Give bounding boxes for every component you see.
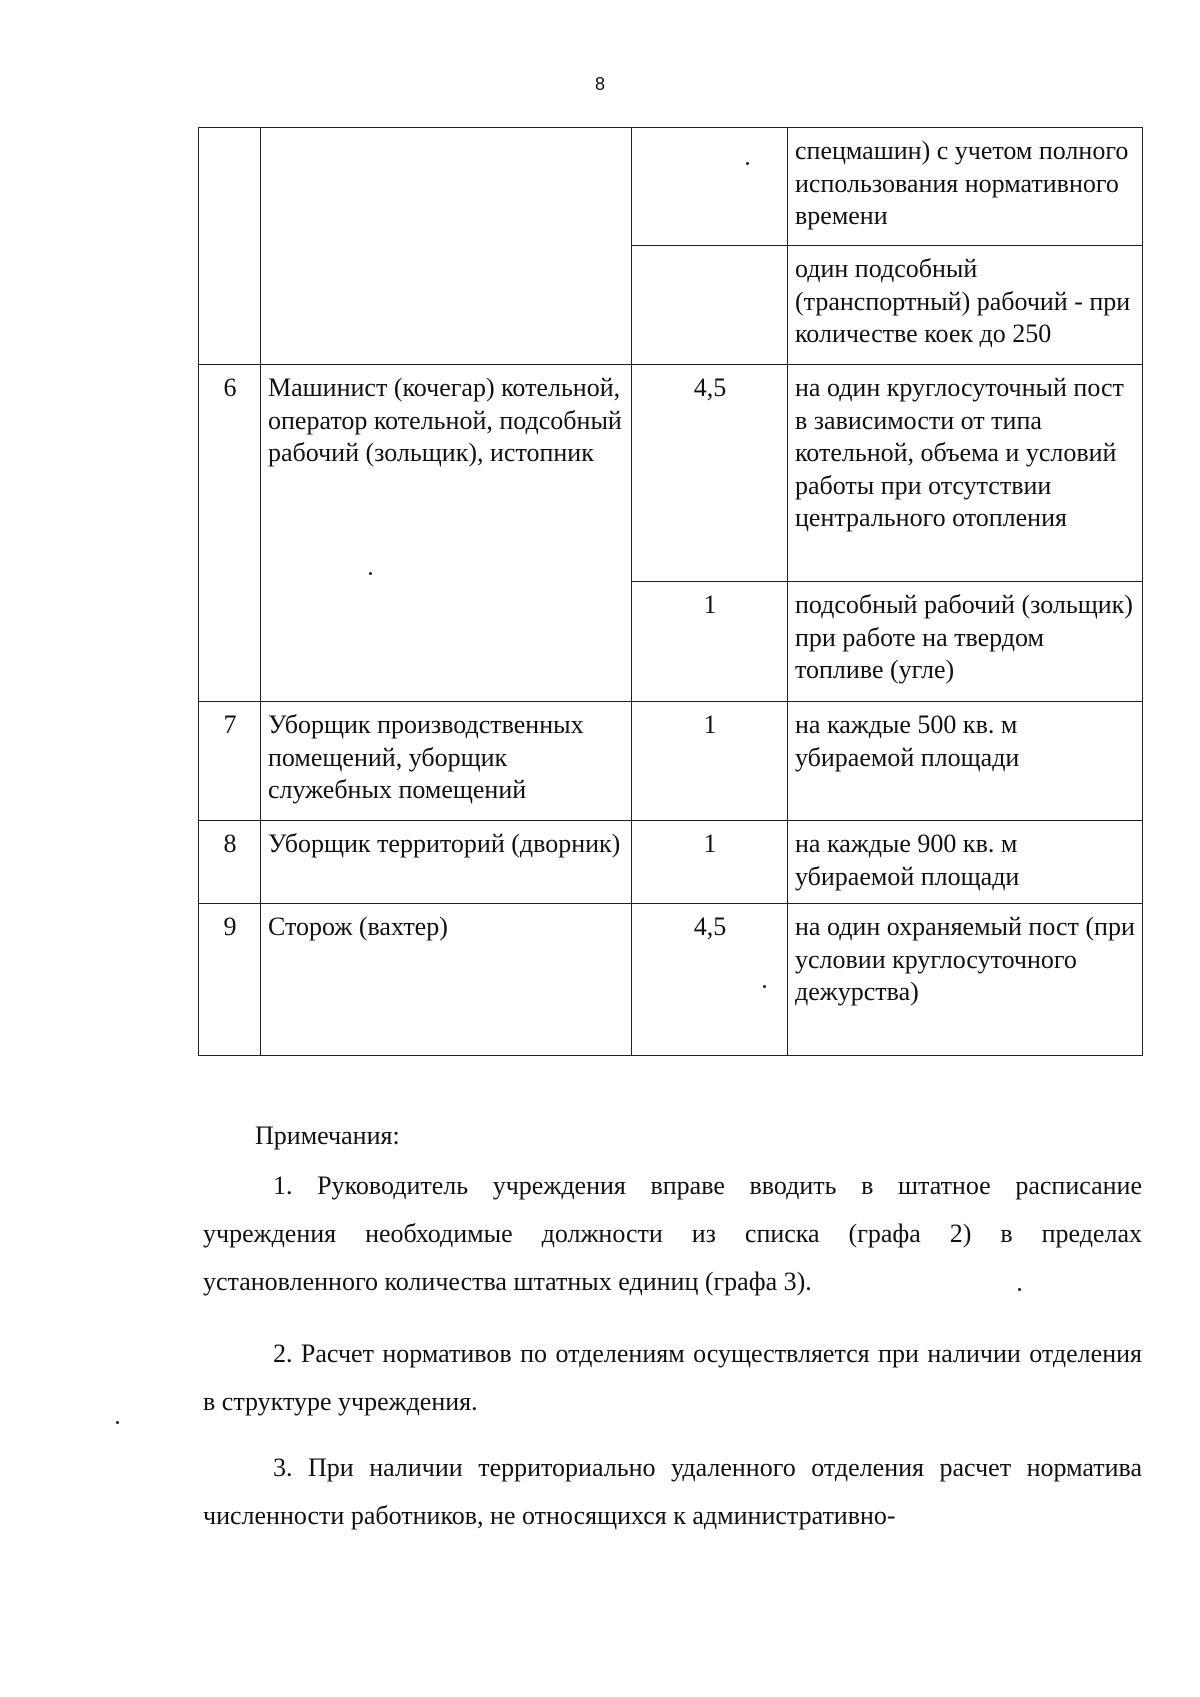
norm-cell: один подсобный (транспортный) рабочий - при количестве коек до 250 <box>788 246 1143 365</box>
table-row <box>199 128 1143 246</box>
page-number: 8 <box>594 74 605 94</box>
scan-speck <box>763 985 766 988</box>
row-number-cell: 8 <box>199 821 261 904</box>
scan-speck <box>369 572 372 575</box>
norm-cell: на каждые 500 кв. м убираемой площади <box>788 702 1143 821</box>
quantity-cell: 1 <box>632 702 788 821</box>
norm-cell: подсобный рабочий (зольщик) при работе на твердом топливе (угле) <box>788 582 1143 702</box>
quantity-cell <box>632 246 788 365</box>
position-cell: Уборщик территорий (дворник) <box>261 821 632 904</box>
table-row <box>199 904 1143 1056</box>
norm-cell: на один охраняемый пост (при условии круглосуточного дежурства) <box>788 904 1143 1056</box>
quantity-cell: 1 <box>632 582 788 702</box>
notes-title: Примечания: <box>255 1121 400 1150</box>
row-number-cell: 9 <box>199 904 261 1056</box>
table-row <box>199 365 1143 582</box>
norm-cell: спецмашин) с учетом полного использования нормативного времени <box>788 128 1143 246</box>
note-item: 2. Расчет нормативов по отделениям осуществляется при наличии отделения в структуре учреждения. <box>203 1339 1142 1416</box>
scan-speck <box>746 162 749 165</box>
row-number-cell: 7 <box>199 702 261 821</box>
position-cell: Сторож (вахтер) <box>261 904 632 1056</box>
table-row <box>199 702 1143 821</box>
position-cell: Машинист (кочегар) котельной, оператор котельной, подсобный рабочий (зольщик), истопник <box>261 365 632 702</box>
staffing-table <box>198 127 1143 1056</box>
quantity-cell: 4,5 <box>632 365 788 582</box>
position-cell <box>261 128 632 365</box>
row-number-cell <box>199 128 261 365</box>
note-item: 3. При наличии территориально удаленного отделения расчет норматива численности работников, не относящихся к административно- <box>203 1453 1142 1530</box>
row-number-cell: 6 <box>199 365 261 702</box>
note-item: 1. Руководитель учреждения вправе вводить в штатное расписание учреждения необходимые должности из списка (графа 2) в пределах установленного количества штатных единиц (графа 3). <box>203 1171 1142 1296</box>
quantity-cell: 1 <box>632 821 788 904</box>
quantity-cell: 4,5 <box>632 904 788 1056</box>
quantity-cell <box>632 128 788 246</box>
norm-cell: на один круглосуточный пост в зависимости от типа котельной, объема и условий работы при отсутствии центрального отопления <box>788 365 1143 582</box>
scan-speck <box>116 1421 119 1424</box>
position-cell: Уборщик производственных помещений, уборщик служебных помещений <box>261 702 632 821</box>
table-row <box>199 821 1143 904</box>
norm-cell: на каждые 900 кв. м убираемой площади <box>788 821 1143 904</box>
